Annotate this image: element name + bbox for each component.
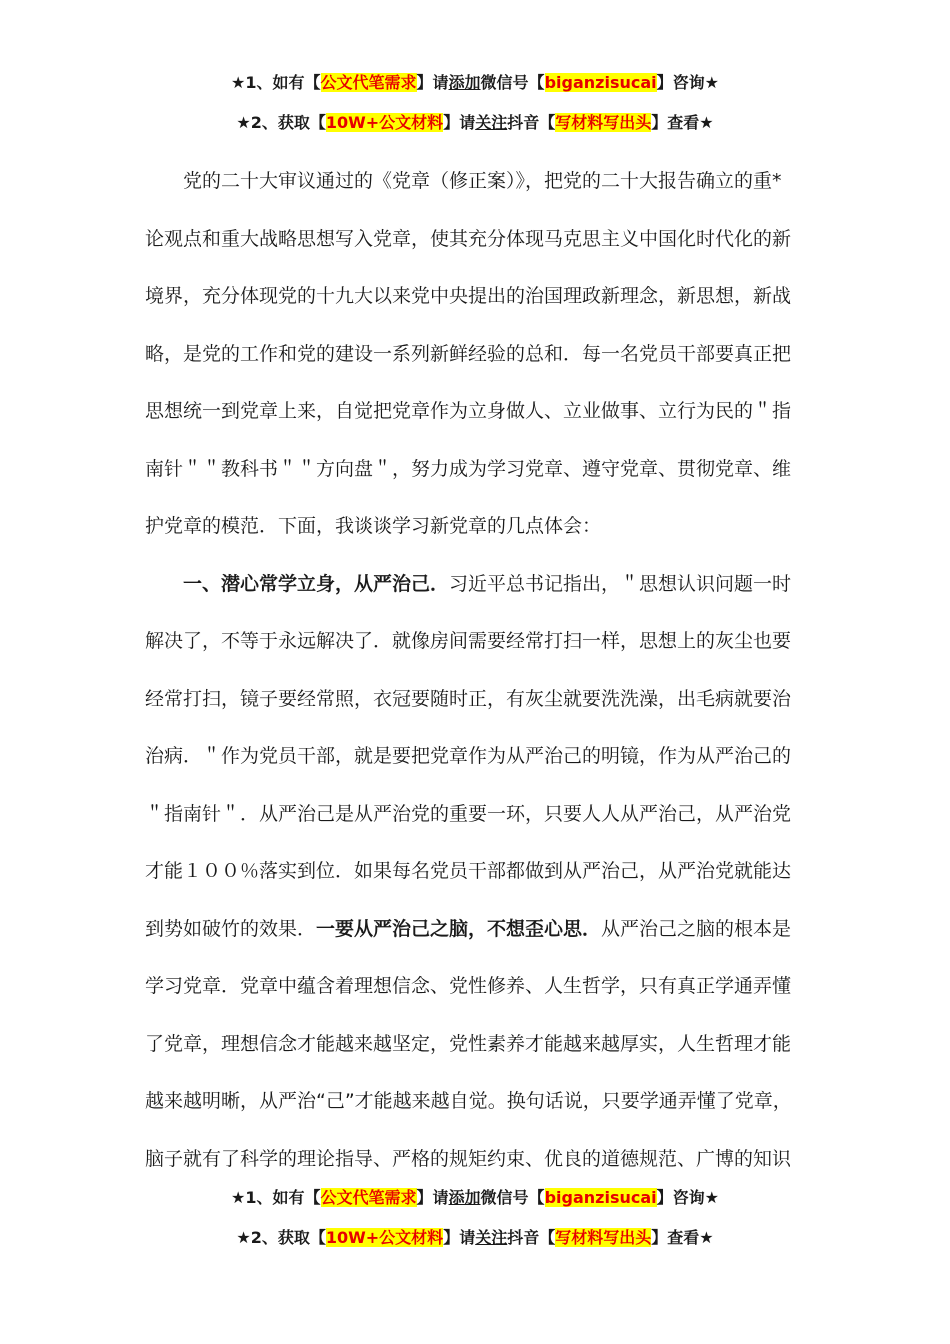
body-line: 党的二十大审议通过的《党章（修正案）》，把党的二十大报告确立的重* <box>145 170 782 192</box>
header-banner-line-2: ★2、获取【10W+公文材料】请关注抖音【写材料写出头】查看★ <box>236 113 714 132</box>
body-line-section-heading: 一、潜心常学立身，从严治己．习近平总书记指出，＂思想认识问题一时 <box>145 572 792 595</box>
body-line: 南针＂＂教科书＂＂方向盘＂，努力成为学习党章、遵守党章、贯彻党章、维 <box>145 457 792 480</box>
body-line-subheading: 到势如破竹的效果．一要从严治己之脑，不想歪心思．从严治己之脑的根本是 <box>145 917 792 940</box>
sub-heading: 一要从严治己之脑，不想歪心思． <box>316 917 602 940</box>
body-line: 论观点和重大战略思想写入党章，使其充分体现马克思主义中国化时代化的新 <box>145 227 792 250</box>
body-line: 护党章的模范．下面，我谈谈学习新党章的几点体会： <box>145 515 602 537</box>
body-line: ＂指南针＂．从严治己是从严治党的重要一环，只要人人从严治己，从严治党 <box>145 802 792 825</box>
body-line: 略，是党的工作和党的建设一系列新鲜经验的总和．每一名党员干部要真正把 <box>145 342 792 365</box>
body-line: 越来越明晰，从严治“己”才能越来越自觉。换句话说，只要学通弄懂了党章， <box>145 1090 792 1112</box>
document-body <box>145 160 810 1195</box>
highlight-materials: 10W+公文材料 <box>325 113 444 132</box>
body-line: 脑子就有了科学的理论指导、严格的规矩约束、优良的道德规范、广博的知识 <box>145 1147 792 1170</box>
section-heading: 一、潜心常学立身，从严治己． <box>145 572 450 595</box>
body-line: 治病．＂作为党员干部，就是要把党章作为从严治己的明镜，作为从严治己的 <box>145 745 792 767</box>
body-line: 思想统一到党章上来，自觉把党章作为立身做人、立业做事、立行为民的＂指 <box>145 400 792 422</box>
highlight-douyin-account: 写材料写出头 <box>555 113 652 132</box>
body-line: 才能１００％落实到位．如果每名党员干部都做到从严治己，从严治党就能达 <box>145 860 792 882</box>
highlight-douyin-account: 写材料写出头 <box>555 1228 652 1247</box>
highlight-wechat-id: biganzisucai <box>544 1188 657 1207</box>
highlight-service: 公文代笔需求 <box>320 73 417 92</box>
highlight-service: 公文代笔需求 <box>320 1188 417 1207</box>
highlight-materials: 10W+公文材料 <box>325 1228 444 1247</box>
body-line: 学习党章．党章中蕴含着理想信念、党性修养、人生哲学，只有真正学通弄懂 <box>145 975 792 997</box>
header-banner-line-1: ★1、如有【公文代笔需求】请添加微信号【biganzisucai】咨询★ <box>231 73 719 92</box>
body-line: 解决了，不等于永远解决了．就像房间需要经常打扫一样，思想上的灰尘也要 <box>145 630 792 652</box>
body-line: 了党章，理想信念才能越来越坚定，党性素养才能越来越厚实，人生哲理才能 <box>145 1032 792 1055</box>
highlight-wechat-id: biganzisucai <box>544 73 657 92</box>
footer-banner-line-2: ★2、获取【10W+公文材料】请关注抖音【写材料写出头】查看★ <box>236 1228 714 1247</box>
body-line: 经常打扫，镜子要经常照，衣冠要随时正，有灰尘就要洗洗澡，出毛病就要治 <box>145 687 792 710</box>
footer-banner-line-1: ★1、如有【公文代笔需求】请添加微信号【biganzisucai】咨询★ <box>231 1188 719 1207</box>
body-line: 境界，充分体现党的十九大以来党中央提出的治国理政新理念，新思想，新战 <box>145 285 792 307</box>
